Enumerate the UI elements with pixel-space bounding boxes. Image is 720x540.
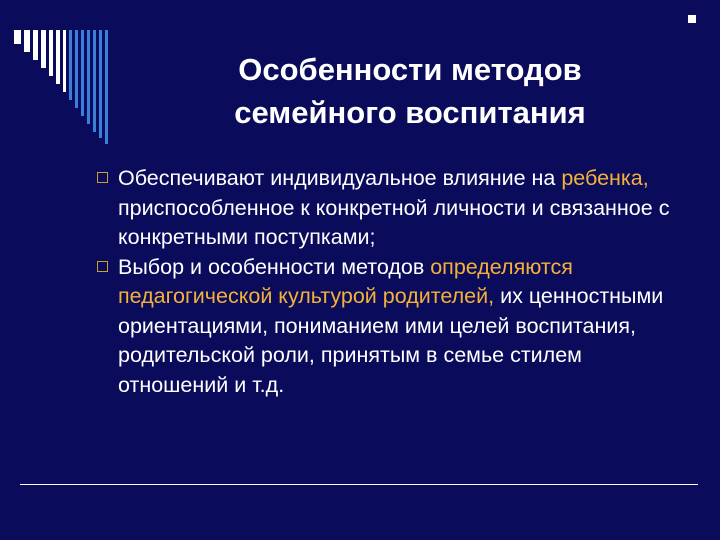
square-bullet-icon [97, 172, 108, 183]
bullet-1-text-b: приспособленное к конкретной личности и связанное с конкретными поступками; [118, 195, 670, 249]
bullet-2-highlight: определяются педагогической культурой родителей, [118, 254, 573, 308]
stripe-group-blue [69, 30, 108, 144]
stripe-group-white [14, 30, 66, 92]
bullet-1-text-a: Обеспечивают индивидуальное влияние на [118, 166, 562, 190]
decorative-stripes [14, 30, 124, 145]
square-bullet-icon [97, 261, 108, 272]
decorative-square [688, 15, 696, 23]
bullet-2-text-b: их ценностными ориентациями, пониманием ими целей воспитания, родительской роли, принятым в семье стилем отношений и т.д. [118, 284, 664, 397]
bullet-1-highlight: ребенка, [561, 166, 649, 190]
title-line-1: Особенности методов [238, 52, 582, 87]
bullet-list [98, 164, 688, 400]
slide-title [150, 48, 670, 134]
bullet-2-text-a: Выбор и особенности методов [118, 254, 431, 279]
title-line-2: семейного воспитания [234, 95, 586, 130]
bottom-divider [20, 484, 698, 485]
bullet-item-2 [98, 253, 688, 401]
bullet-item-1 [98, 164, 688, 253]
